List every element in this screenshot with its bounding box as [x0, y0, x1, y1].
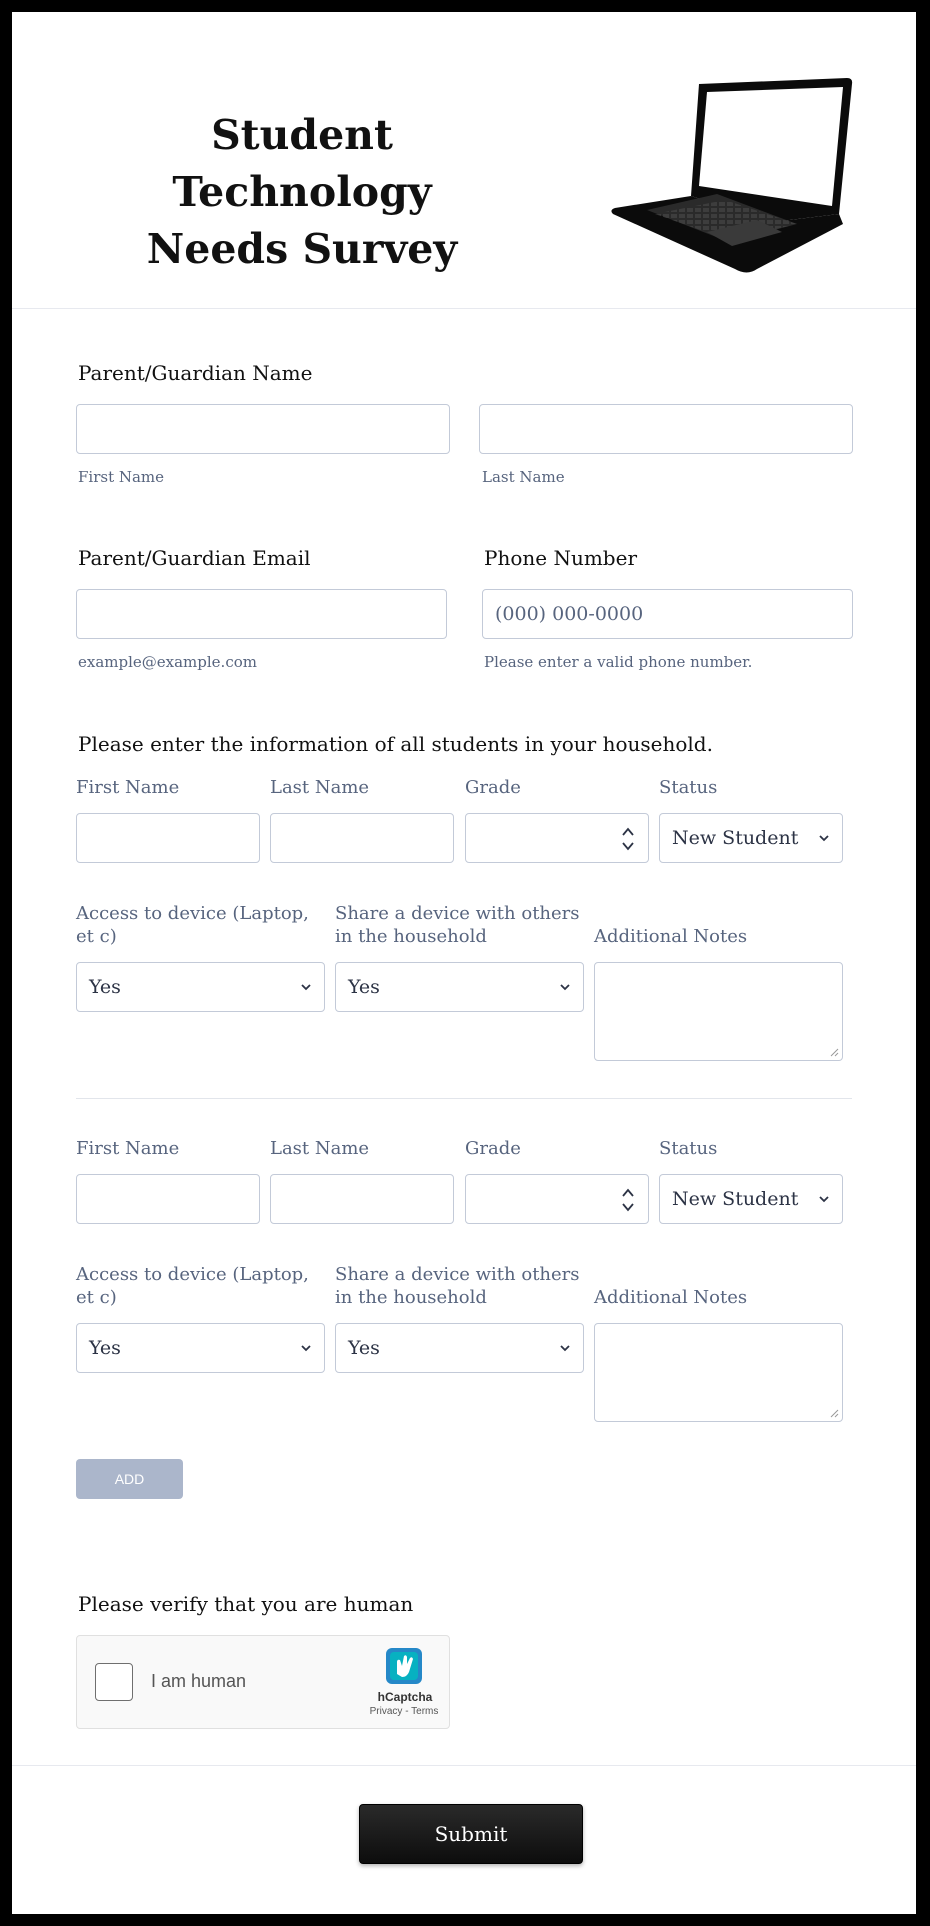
student-access-select[interactable]	[76, 1323, 325, 1373]
captcha-checkbox[interactable]	[95, 1663, 133, 1701]
col-status-label: Status	[659, 777, 718, 798]
col-status-label: Status	[659, 1138, 718, 1159]
phone-placeholder: (000) 000-0000	[495, 603, 644, 625]
col-share-label: Share a device with others in the household	[335, 903, 580, 947]
guardian-email-label: Parent/Guardian Email	[78, 546, 311, 570]
access-value: Yes	[89, 976, 121, 998]
student-last-name-input[interactable]	[270, 1174, 454, 1224]
chevron-down-icon	[559, 1342, 571, 1354]
title-line-2: Needs Survey	[146, 225, 458, 273]
student-notes-textarea[interactable]	[594, 1323, 843, 1422]
student-status-select[interactable]	[659, 813, 843, 863]
chevron-down-icon	[559, 981, 571, 993]
col-first-name-label: First Name	[76, 1138, 180, 1159]
hcaptcha-widget	[76, 1635, 450, 1729]
submit-button[interactable]: Submit	[359, 1804, 583, 1864]
share-value: Yes	[348, 1337, 380, 1359]
hcaptcha-logo-icon	[382, 1646, 426, 1686]
footer-divider	[12, 1765, 916, 1766]
guardian-email-input[interactable]	[76, 589, 447, 639]
add-student-button[interactable]: ADD	[76, 1459, 183, 1499]
resize-grip-icon[interactable]	[829, 1408, 839, 1418]
guardian-last-name-input[interactable]	[479, 404, 853, 454]
phone-number-label: Phone Number	[484, 546, 637, 570]
col-grade-label: Grade	[465, 1138, 521, 1159]
student-grade-input[interactable]	[465, 813, 649, 863]
title-line-1: Student Technology	[172, 111, 432, 216]
form-card	[12, 12, 916, 1914]
hcaptcha-brand: hCaptcha	[377, 1690, 433, 1704]
student-first-name-input[interactable]	[76, 1174, 260, 1224]
guardian-first-name-input[interactable]	[76, 404, 450, 454]
status-value: New Student	[672, 1188, 799, 1210]
student-notes-textarea[interactable]	[594, 962, 843, 1061]
page-title	[102, 107, 502, 278]
chevron-down-icon	[300, 981, 312, 993]
first-name-sublabel: First Name	[78, 468, 165, 486]
students-heading: Please enter the information of all students in your household.	[78, 732, 713, 756]
resize-grip-icon[interactable]	[829, 1047, 839, 1057]
status-value: New Student	[672, 827, 799, 849]
row-divider	[76, 1098, 852, 1099]
student-share-select[interactable]	[335, 962, 584, 1012]
col-last-name-label: Last Name	[270, 1138, 370, 1159]
laptop-illustration	[607, 64, 857, 274]
col-last-name-label: Last Name	[270, 777, 370, 798]
share-value: Yes	[348, 976, 380, 998]
last-name-sublabel: Last Name	[482, 468, 565, 486]
chevron-down-icon	[818, 1193, 830, 1205]
chevron-down-icon	[300, 1342, 312, 1354]
col-grade-label: Grade	[465, 777, 521, 798]
captcha-checkbox-text: I am human	[151, 1671, 247, 1691]
spinner-arrows-icon[interactable]	[622, 1185, 634, 1215]
student-status-select[interactable]	[659, 1174, 843, 1224]
phone-sublabel: Please enter a valid phone number.	[484, 653, 753, 671]
col-notes-label: Additional Notes	[594, 926, 748, 947]
student-first-name-input[interactable]	[76, 813, 260, 863]
hcaptcha-links[interactable]: Privacy - Terms	[369, 1706, 439, 1717]
student-share-select[interactable]	[335, 1323, 584, 1373]
col-access-label: Access to device (Laptop, et c)	[76, 1264, 309, 1308]
guardian-name-label: Parent/Guardian Name	[78, 361, 313, 385]
chevron-down-icon	[818, 832, 830, 844]
student-grade-input[interactable]	[465, 1174, 649, 1224]
email-sublabel: example@example.com	[78, 653, 257, 671]
captcha-label: Please verify that you are human	[78, 1592, 414, 1616]
col-access-label: Access to device (Laptop, et c)	[76, 903, 309, 947]
student-last-name-input[interactable]	[270, 813, 454, 863]
access-value: Yes	[89, 1337, 121, 1359]
student-access-select[interactable]	[76, 962, 325, 1012]
spinner-arrows-icon[interactable]	[622, 824, 634, 854]
col-first-name-label: First Name	[76, 777, 180, 798]
phone-number-input[interactable]	[482, 589, 853, 639]
col-share-label: Share a device with others in the household	[335, 1264, 580, 1308]
col-notes-label: Additional Notes	[594, 1287, 748, 1308]
form-header	[12, 12, 916, 309]
